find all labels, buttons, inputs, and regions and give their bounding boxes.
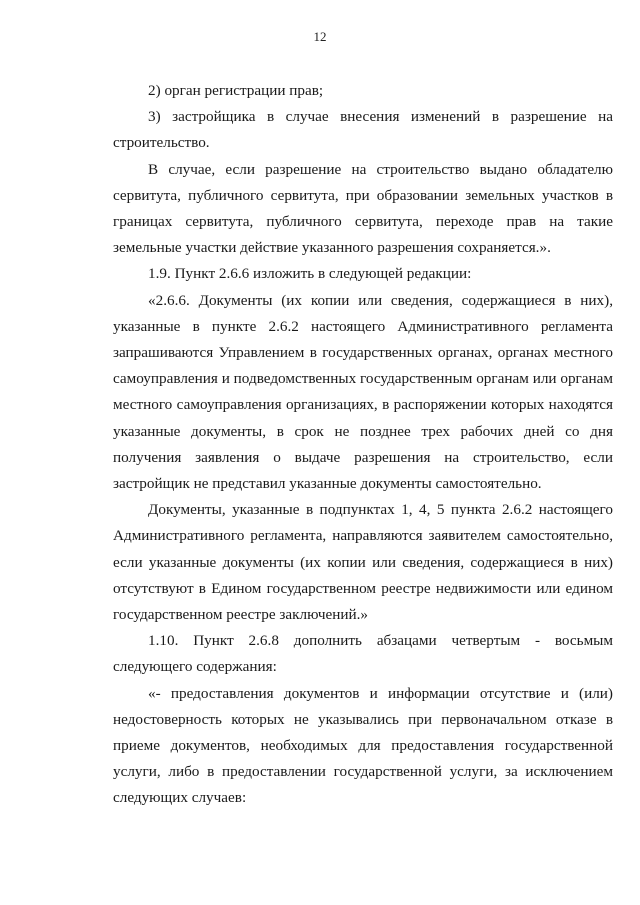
paragraph-organ-registration: 2) орган регистрации прав; <box>148 82 324 99</box>
paragraph-easement-holder: В случае, если разрешение на строительство выдано обладателю сервитута, публичного сервитута, при образовании земельных участков в границах сервитута, публичного сервитута, переходе прав на такие земельные участки действие указанного разрешения сохраняется.». <box>113 160 613 257</box>
paragraph-item-1-9: 1.9. Пункт 2.6.6 изложить в следующей редакции: <box>148 265 472 283</box>
document-body <box>113 78 613 812</box>
paragraph-2-6-6: «2.6.6. Документы (их копии или сведения, содержащиеся в них), указанные в пункте 2.6.2 настоящего Административного регламента запрашиваются Управлением в государственных органах, органах местного самоуправления и подведомственных государственным органам или органам местного самоуправления организациях, в распоряжении которых находятся указанные документы, в срок не позднее трех рабочих дней со дня получения заявления о выдаче разрешения на строительство, если застройщик не представил указанные документы самостоятельно. <box>113 291 613 493</box>
page-number: 12 <box>313 29 327 44</box>
paragraph-item-1-10: 1.10. Пункт 2.6.8 дополнить абзацами четвертым - восьмым следующего содержания: <box>113 632 613 676</box>
paragraph-documents-subitems: Документы, указанные в подпунктах 1, 4, 5 пункта 2.6.2 настоящего Административного регламента, направляются заявителем самостоятельно, если указанные документы (их копии или сведения, содержащиеся в них) отсутствуют в Едином государственном реестре недвижимости или едином государственном реестре заключений.» <box>113 501 613 624</box>
paragraph-provision-documents: «- предоставления документов и информации отсутствие и (или) недостоверность которых не указывались при первоначальном отказе в приеме документов, необходимых для предоставления государственной услуги, либо в предоставлении государственной услуги, за исключением следующих случаев: <box>113 684 613 807</box>
paragraph-developer-changes: 3) застройщика в случае внесения изменений в разрешение на строительство. <box>113 108 613 152</box>
